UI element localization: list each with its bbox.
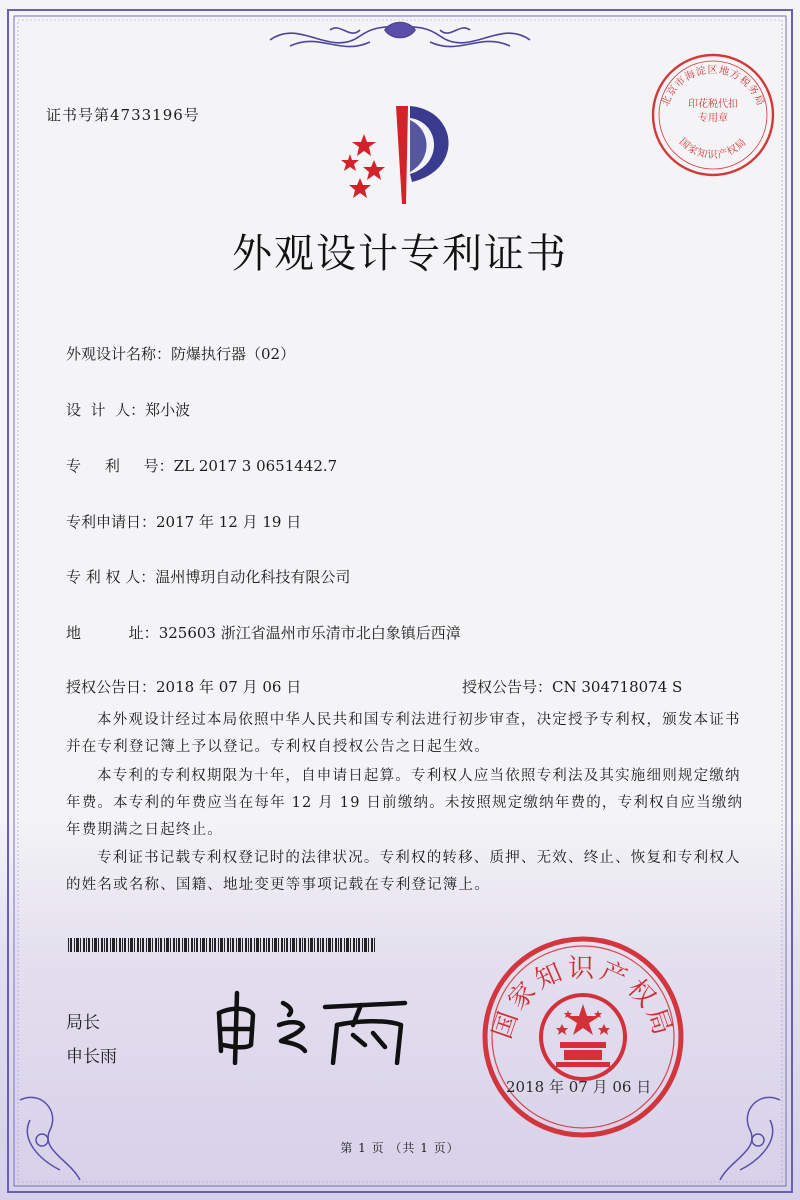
barcode-bar: [184, 938, 187, 952]
barcode-bar: [338, 938, 339, 952]
certificate-number: 证书号第4733196号: [46, 106, 200, 124]
patent-emblem-icon: [336, 96, 476, 208]
barcode-bar: [88, 938, 90, 952]
barcode-bar: [70, 938, 72, 952]
barcode-bar: [340, 938, 342, 952]
certificate-title: 外观设计专利证书: [232, 231, 568, 277]
barcode-bar: [194, 938, 195, 952]
barcode-bar: [232, 938, 234, 952]
barcode-bar: [112, 938, 115, 952]
stamp-outer-text: 北京市海淀区地方税务局: [660, 65, 766, 109]
field-label: 授权公告日：: [66, 678, 157, 696]
barcode-bar: [209, 938, 211, 952]
barcode-bar: [98, 938, 99, 952]
barcode-bar: [242, 938, 243, 952]
barcode-bar: [230, 938, 231, 952]
barcode-bar: [292, 938, 295, 952]
field-patent-number: [66, 455, 337, 476]
barcode-bar: [68, 938, 69, 952]
field-label: 专 利 号：: [66, 457, 174, 475]
official-seal: [478, 932, 688, 1142]
barcode-bar: [224, 938, 225, 952]
barcode-bar: [281, 938, 283, 952]
barcode-bar: [238, 938, 241, 952]
barcode-bar: [178, 938, 180, 952]
barcode-bar: [286, 938, 288, 952]
field-application-date: [66, 511, 301, 532]
barcode-bar: [137, 938, 139, 952]
barcode-bar: [155, 938, 157, 952]
field-value: CN 304718074 S: [552, 678, 683, 696]
barcode-bar: [254, 938, 255, 952]
barcode-bar: [296, 938, 297, 952]
barcode-bar: [335, 938, 337, 952]
barcode-bar: [104, 938, 105, 952]
barcode-bar: [326, 938, 327, 952]
barcode-bar: [148, 938, 151, 952]
barcode-bar: [268, 938, 270, 952]
barcode-bar: [250, 938, 252, 952]
field-value: 郑小波: [145, 401, 191, 419]
barcode-bar: [310, 938, 313, 952]
field-label: 专 利 权 人：: [66, 568, 156, 586]
barcode-bar: [353, 938, 355, 952]
barcode-bar: [245, 938, 247, 952]
barcode-bar: [346, 938, 349, 952]
body-paragraph: 本专利的专利权期限为十年，自申请日起算。专利权人应当依照专利法及其实施细则规定缴纳年费。本专利的年费应当在每年 12 月 19 日前缴纳。未按照规定缴纳年费的，专利权自应当缴纳年费期满之日起终止。: [66, 768, 744, 838]
barcode-bar: [116, 938, 117, 952]
barcode-bar: [152, 938, 153, 952]
barcode-bar: [173, 938, 175, 952]
barcode-bar: [256, 938, 259, 952]
barcode-bar: [364, 938, 367, 952]
page-footer: 第 1 页 （共 1 页）: [340, 1141, 460, 1155]
barcode-bar: [248, 938, 249, 952]
stamp-bottom-text: 国家知识产权局: [676, 136, 750, 162]
field-value: 温州博玥自动化科技有限公司: [155, 568, 351, 586]
barcode-bar: [362, 938, 363, 952]
barcode-bar: [158, 938, 159, 952]
field-label: 专利申请日：: [66, 513, 157, 531]
barcode-bar: [160, 938, 162, 952]
barcode-bar: [110, 938, 111, 952]
barcode-bar: [134, 938, 135, 952]
field-value: 2017 年 12 月 19 日: [156, 513, 302, 531]
barcode-bar: [358, 938, 360, 952]
field-value: 防爆执行器（02）: [171, 345, 296, 363]
barcode-bar: [278, 938, 279, 952]
barcode-bar: [130, 938, 133, 952]
field-label: 地 址：: [66, 624, 159, 642]
barcode-bar: [86, 938, 87, 952]
barcode-bar: [140, 938, 141, 952]
barcode-bar: [272, 938, 273, 952]
barcode-bar: [80, 938, 81, 952]
barcode-bar: [317, 938, 319, 952]
barcode-bar: [304, 938, 306, 952]
barcode-bar: [284, 938, 285, 952]
barcode-bar: [344, 938, 345, 952]
barcode-bar: [191, 938, 193, 952]
seal-text: 国家知识产权局: [487, 954, 679, 1043]
barcode-bar: [83, 938, 85, 952]
barcode-bar: [332, 938, 333, 952]
field-design-name: [66, 343, 295, 364]
barcode: [68, 938, 378, 952]
field-announcement-date: [66, 676, 301, 697]
barcode-bar: [92, 938, 93, 952]
body-paragraph: 本外观设计经过本局依照中华人民共和国专利法进行初步审查，决定授予专利权，颁发本证书并在专利登记簿上予以登记。专利权自授权公告之日起生效。: [66, 712, 741, 755]
barcode-bar: [263, 938, 265, 952]
field-announcement-number: [462, 676, 682, 697]
barcode-bar: [218, 938, 219, 952]
body-paragraph: 专利证书记载专利权登记时的法律状况。专利权的转移、质押、无效、终止、恢复和专利权人的姓名或名称、国籍、地址变更等事项记载在专利登记簿上。: [66, 850, 741, 893]
barcode-bar: [299, 938, 301, 952]
barcode-bar: [206, 938, 207, 952]
barcode-bar: [128, 938, 129, 952]
field-address: [66, 622, 461, 643]
barcode-bar: [314, 938, 315, 952]
barcode-bar: [212, 938, 213, 952]
barcode-bar: [188, 938, 189, 952]
barcode-bar: [202, 938, 205, 952]
barcode-bar: [196, 938, 198, 952]
barcode-bar: [266, 938, 267, 952]
director-title: 局长: [66, 1013, 100, 1033]
director-name: 申长雨: [66, 1047, 117, 1067]
svg-text:国家知识产权局: [677, 136, 749, 161]
barcode-bar: [368, 938, 369, 952]
tax-stamp: [648, 50, 778, 180]
barcode-bar: [176, 938, 177, 952]
barcode-bar: [371, 938, 373, 952]
barcode-bar: [119, 938, 121, 952]
barcode-bar: [214, 938, 216, 952]
barcode-bar: [146, 938, 147, 952]
field-designer: [66, 399, 190, 420]
barcode-bar: [200, 938, 201, 952]
field-patentee: [66, 566, 350, 587]
barcode-bar: [166, 938, 169, 952]
barcode-bar: [182, 938, 183, 952]
barcode-bar: [106, 938, 108, 952]
barcode-bar: [290, 938, 291, 952]
barcode-bar: [227, 938, 229, 952]
seal-date: 2018 年 07 月 06 日: [506, 1078, 652, 1096]
field-value: 325603 浙江省温州市乐清市北白象镇后西漳: [158, 624, 461, 642]
barcode-bar: [122, 938, 123, 952]
barcode-bar: [74, 938, 75, 952]
barcode-bar: [274, 938, 277, 952]
barcode-bar: [236, 938, 237, 952]
barcode-bar: [170, 938, 171, 952]
barcode-bar: [328, 938, 331, 952]
field-value: 2018 年 07 月 06 日: [156, 678, 302, 696]
barcode-bar: [94, 938, 97, 952]
barcode-bar: [142, 938, 144, 952]
barcode-bar: [308, 938, 309, 952]
field-label: 外观设计名称：: [66, 345, 172, 363]
barcode-bar: [320, 938, 321, 952]
barcode-bar: [356, 938, 357, 952]
barcode-bar: [124, 938, 126, 952]
barcode-bar: [350, 938, 351, 952]
field-label: 设 计 人：: [66, 401, 146, 419]
barcode-bar: [164, 938, 165, 952]
barcode-bar: [260, 938, 261, 952]
barcode-bar: [322, 938, 324, 952]
signature: [205, 985, 415, 1065]
field-value: ZL 2017 3 0651442.7: [173, 457, 338, 475]
barcode-bar: [220, 938, 223, 952]
barcode-bar: [374, 938, 375, 952]
barcode-bar: [302, 938, 303, 952]
barcode-bar: [101, 938, 103, 952]
stamp-inner-text: 印花税代扣专用章: [688, 99, 738, 124]
field-label: 授权公告号：: [462, 678, 553, 696]
barcode-bar: [76, 938, 79, 952]
